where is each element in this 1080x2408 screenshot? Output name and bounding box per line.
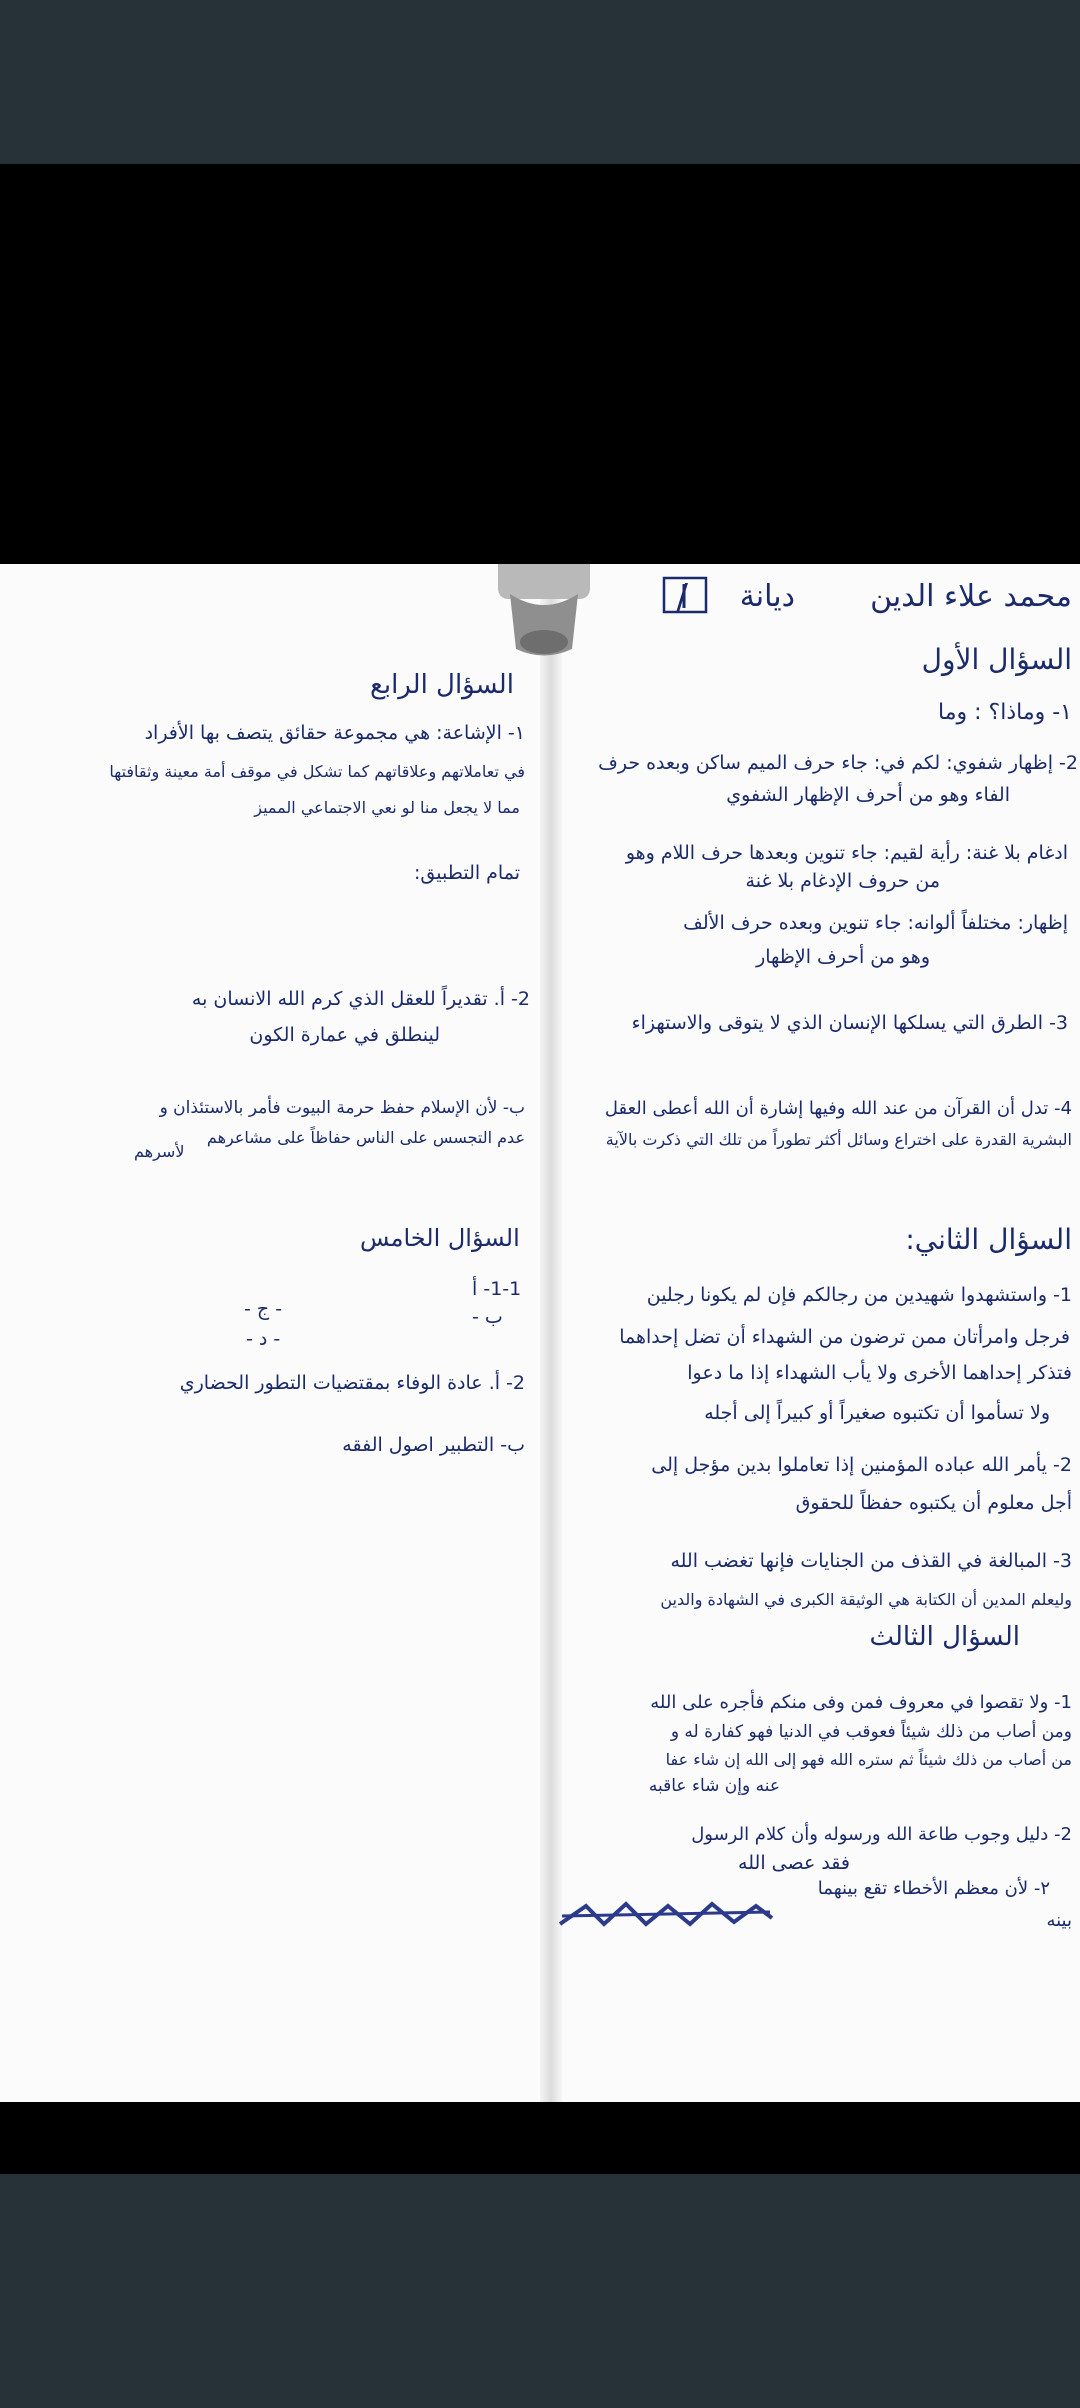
- q3-answer-2-line-2: فقد عصى الله: [738, 1852, 850, 1874]
- q2-answer-1-line-1: 1- واستشهدوا شهيدين من رجالكم فإن لم يكونا رجلين: [646, 1284, 1072, 1306]
- student-name: محمد علاء الدين: [870, 579, 1072, 614]
- q4-answer-2-line-5: لأسرهم: [134, 1142, 185, 1161]
- page-fold: [540, 564, 562, 2102]
- header-separator: /: [676, 577, 688, 617]
- q2-answer-1-line-2: فرجل وامرأتان ممن ترضون من الشهداء أن تضل إحداهما: [619, 1326, 1070, 1348]
- q2-answer-3-line-2: وليعلم المدين أن الكتابة هي الوثيقة الكبرى في الشهادة والدين: [660, 1590, 1072, 1609]
- q4-answer-1-line-1: ١- الإشاعة: هي مجموعة حقائق يتصف بها الأفراد: [144, 722, 525, 744]
- q4-title: السؤال الرابع: [370, 670, 514, 700]
- q1-answer-2-line-2: الفاء وهو من أحرف الإظهار الشفوي: [726, 784, 1010, 806]
- q4-answer-2-line-3: ب- لأن الإسلام حفظ حرمة البيوت فأمر بالاستئذان و: [159, 1098, 525, 1118]
- q5-answer-2-line-1: 2- أ. عادة الوفاء بمقتضيات التطور الحضاري: [179, 1372, 525, 1394]
- image-viewer[interactable]: [0, 164, 1080, 2174]
- q1-answer-2-line-4: من حروف الإدغام بلا غنة: [745, 870, 940, 892]
- q2-answer-1-line-3: فتذكر إحداهما الأخرى ولا يأب الشهداء إذا ما دعوا: [687, 1362, 1072, 1384]
- scanned-answer-sheet[interactable]: [0, 564, 1080, 2102]
- q3-answer-2-line-4: بينه: [1046, 1910, 1072, 1931]
- q3-answer-1-line-2: ومن أصاب من ذلك شيئاً فعوقب في الدنيا فهو كفارة له و: [670, 1722, 1072, 1742]
- q4-answer-1-line-4: تمام التطبيق:: [414, 862, 520, 884]
- q4-answer-1-line-3: مما لا يجعل منا لو نعي الاجتماعي المميز: [254, 798, 520, 817]
- q1-answer-4-line-1: 4- تدل أن القرآن من عند الله وفيها إشارة أن الله أعطى العقل: [604, 1098, 1072, 1119]
- q4-answer-2-line-4: عدم التجسس على الناس حفاظاً على مشاعرهم: [206, 1128, 525, 1147]
- q4-answer-2-line-2: لينطلق في عمارة الكون: [249, 1024, 440, 1046]
- q1-answer-2-line-6: وهو من أحرف الإظهار: [756, 946, 930, 968]
- q2-answer-1-line-4: ولا تسأموا أن تكتبوه صغيراً أو كبيراً إلى أجله: [704, 1402, 1050, 1424]
- q3-answer-1-line-1: 1- ولا تقصوا في معروف فمن وفى منكم فأجره على الله: [650, 1692, 1072, 1713]
- q5-answer-2-line-2: ب- التطبير اصول الفقه: [342, 1434, 525, 1456]
- q2-answer-3-line-1: 3- المبالغة في القذف من الجنايات فإنها تغضب الله: [670, 1550, 1072, 1572]
- q1-answer-3: 3- الطرق التي يسلكها الإنسان الذي لا يتوقى والاستهزاء: [631, 1012, 1068, 1034]
- q2-answer-2-line-2: أجل معلوم أن يكتبوه حفظاً للحقوق: [795, 1492, 1072, 1514]
- q3-title: السؤال الثالث: [869, 1622, 1020, 1652]
- q1-answer-2-line-5: إظهار: مختلفاً ألوانه: جاء تنوين وبعده حرف الألف: [683, 912, 1068, 934]
- q3-answer-1-line-4: عنه وإن شاء عاقبه: [648, 1776, 780, 1796]
- q5-title: السؤال الخامس: [360, 1224, 520, 1252]
- q2-answer-2-line-1: 2- يأمر الله عباده المؤمنين إذا تعاملوا بدين مؤجل إلى: [651, 1454, 1072, 1476]
- q2-title: السؤال الثاني:: [905, 1223, 1072, 1256]
- binder-clip-icon: [490, 564, 598, 659]
- q3-answer-1-line-3: من أصاب من ذلك شيئاً ثم ستره الله فهو إلى الله إن شاء عفا: [665, 1750, 1072, 1769]
- q4-answer-2-line-1: 2- أ. تقديراً للعقل الذي كرم الله الانسان به: [191, 988, 530, 1010]
- q5-answer-1c: - ج -: [244, 1298, 283, 1320]
- bottom-navigation-bar: [0, 2174, 1080, 2408]
- grade-box-icon: [662, 576, 710, 616]
- q1-answer-4-line-2: البشرية القدرة على اختراع وسائل أكثر تطوراً من تلك التي ذكرت بالآية: [605, 1130, 1072, 1149]
- q5-answer-1b: ب -: [472, 1306, 503, 1328]
- subject-name: ديانة: [739, 579, 795, 614]
- q1-answer-2-line-1: 2- إظهار شفوي: لكم في: جاء حرف الميم ساكن وبعده حرف: [598, 752, 1078, 774]
- q1-answer-1: ١- وماذا؟ : وما: [938, 700, 1072, 725]
- q3-answer-2-line-3: ٢- لأن معظم الأخطاء تقع بينهما: [817, 1878, 1050, 1899]
- q1-title: السؤال الأول: [921, 643, 1072, 676]
- crossed-out-text-scribble: [556, 1894, 776, 1934]
- q4-answer-1-line-2: في تعاملاتهم وعلاقاتهم كما تشكل في موقف أمة معينة وثقافتها: [109, 762, 525, 781]
- top-system-bar: [0, 0, 1080, 164]
- q5-answer-1a: 1-1- أ: [472, 1278, 522, 1300]
- q5-answer-1d: - د -: [246, 1328, 281, 1350]
- q1-answer-2-line-3: ادغام بلا غنة: رأية لقيم: جاء تنوين وبعدها حرف اللام وهو: [625, 842, 1068, 864]
- q3-answer-2-line-1: 2- دليل وجوب طاعة الله ورسوله وأن كلام الرسول: [691, 1824, 1072, 1845]
